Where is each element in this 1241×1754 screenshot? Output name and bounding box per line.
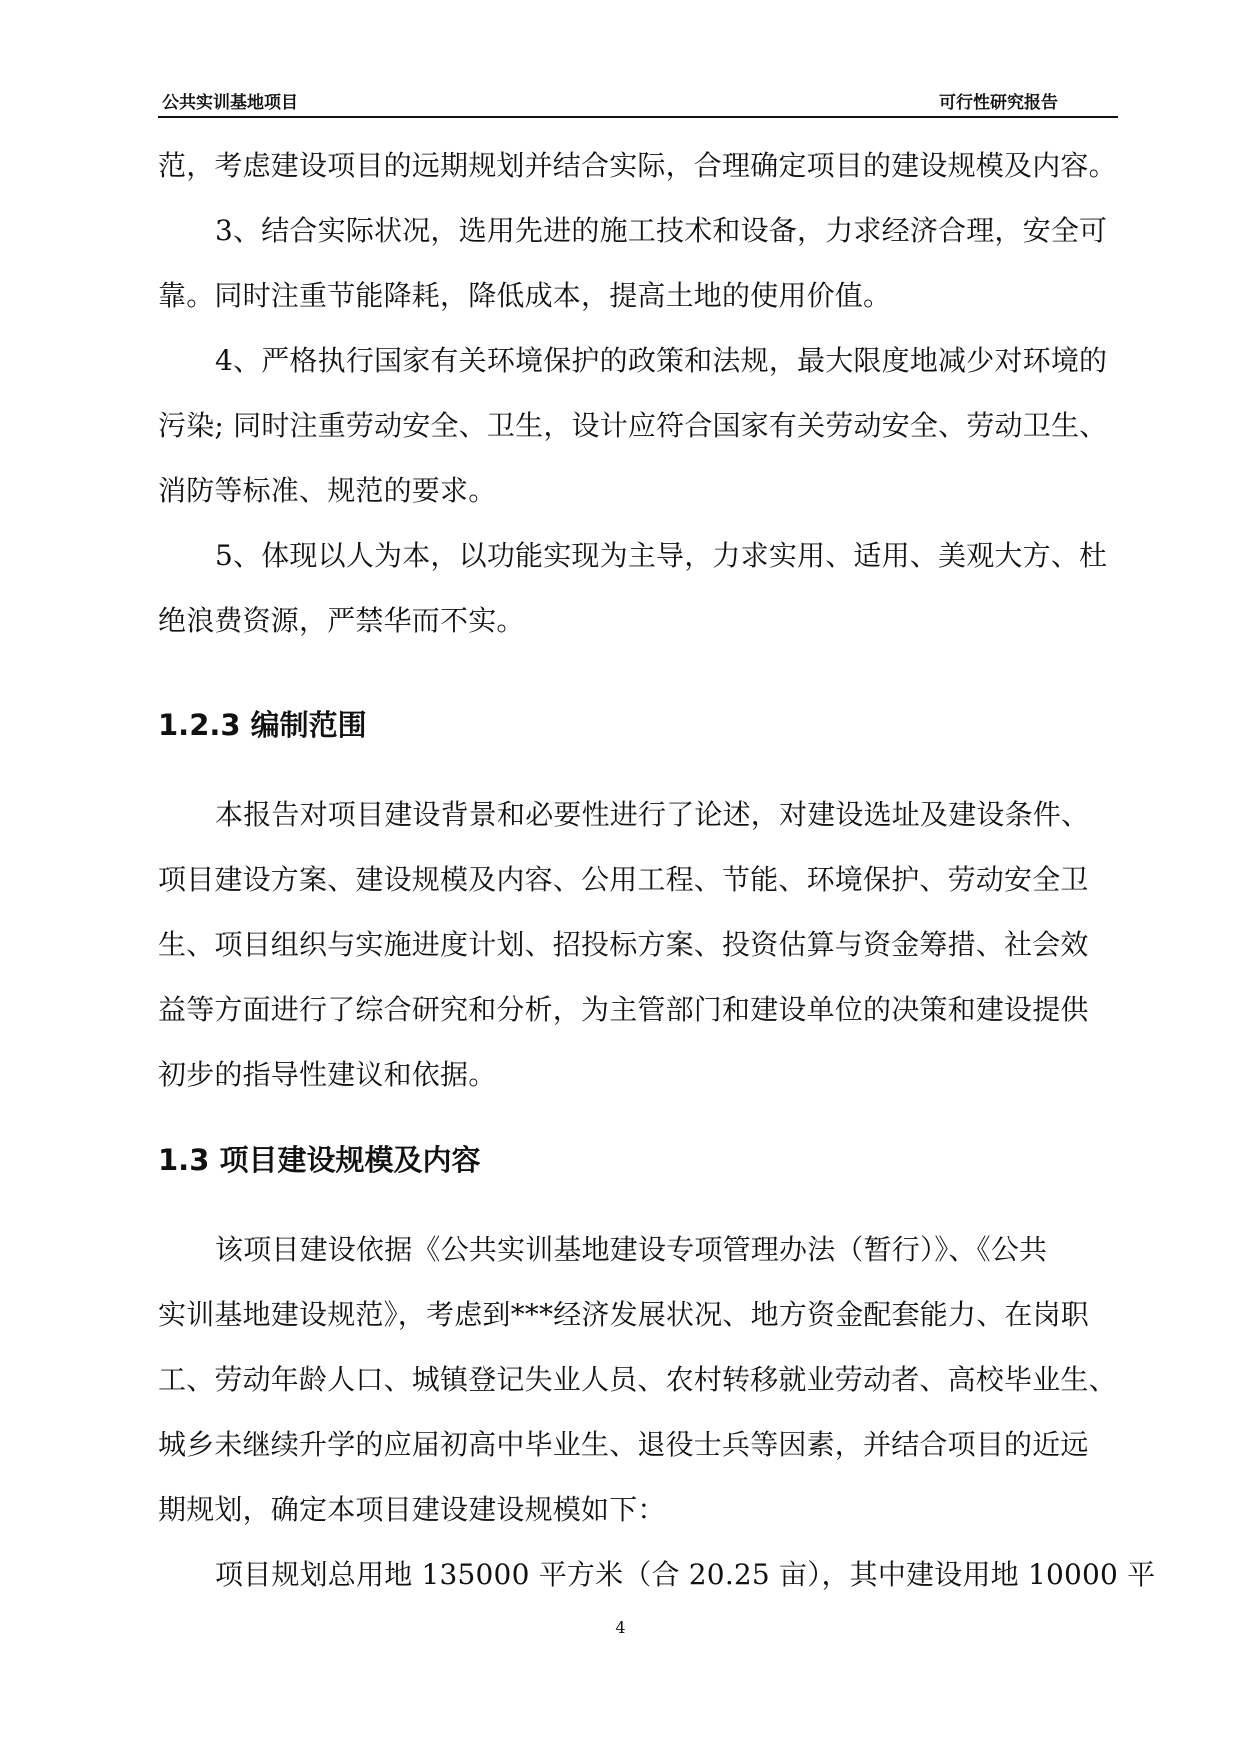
section-scale-text: [158, 1217, 1156, 1607]
paragraph-line: 4、严格执行国家有关环境保护的政策和法规，最大限度地减少对环境的: [215, 344, 1108, 377]
paragraph-line: 工、劳动年龄人口、城镇登记失业人员、农村转移就业劳动者、高校毕业生、: [158, 1363, 1117, 1396]
paragraph-line: 5、体现以人为本，以功能实现为主导，力求实用、适用、美观大方、杜: [215, 539, 1108, 572]
paragraph-line: 该项目建设依据《公共实训基地建设专项管理办法（暂行）》、《公共: [215, 1233, 1048, 1266]
paragraph-line: 实训基地建设规范》，考虑到***经济发展状况、地方资金配套能力、在岗职: [158, 1298, 1090, 1331]
paragraph-line: 项目建设方案、建设规模及内容、公用工程、节能、环境保护、劳动安全卫: [158, 863, 1089, 896]
section-scope-text: [158, 782, 1118, 1107]
paragraph-line: 期规划，确定本项目建设建设规模如下：: [158, 1493, 666, 1526]
paragraph-line: 靠。同时注重节能降耗，降低成本，提高土地的使用价值。: [158, 279, 892, 312]
paragraph-line: 城乡未继续升学的应届初高中毕业生、退役士兵等因素，并结合项目的近远: [158, 1428, 1089, 1461]
paragraph-line: 本报告对项目建设背景和必要性进行了论述，对建设选址及建设条件、: [215, 798, 1090, 831]
paragraph-line: 范，考虑建设项目的远期规划并结合实际，合理确定项目的建设规模及内容。: [158, 149, 1117, 182]
paragraph-line: 初步的指导性建议和依据。: [158, 1058, 497, 1091]
section-principles-text: [158, 133, 1118, 653]
paragraph-line: 项目规划总用地 135000 平方米（合 20.25 亩），其中建设用地 10000 平: [215, 1558, 1156, 1591]
header-project-name: 公共实训基地项目: [162, 93, 298, 113]
paragraph-line: 污染; 同时注重劳动安全、卫生，设计应符合国家有关劳动安全、劳动卫生、: [158, 409, 1108, 442]
page-number: 4: [615, 1618, 626, 1637]
page-header: [158, 86, 1118, 118]
paragraph-line: 3、结合实际状况，选用先进的施工技术和设备，力求经济合理，安全可: [215, 214, 1108, 247]
paragraph-line: 绝浪费资源，严禁华而不实。: [158, 604, 525, 637]
paragraph-line: 消防等标准、规范的要求。: [158, 474, 497, 507]
paragraph-line: 益等方面进行了综合研究和分析，为主管部门和建设单位的决策和建设提供: [158, 993, 1089, 1026]
header-report-type: 可行性研究报告: [939, 93, 1058, 113]
section-heading-1-3: 1.3 项目建设规模及内容: [158, 1143, 481, 1177]
section-heading-1-2-3: 1.2.3 编制范围: [158, 708, 367, 742]
paragraph-line: 生、项目组织与实施进度计划、招投标方案、投资估算与资金筹措、社会效: [158, 928, 1089, 961]
